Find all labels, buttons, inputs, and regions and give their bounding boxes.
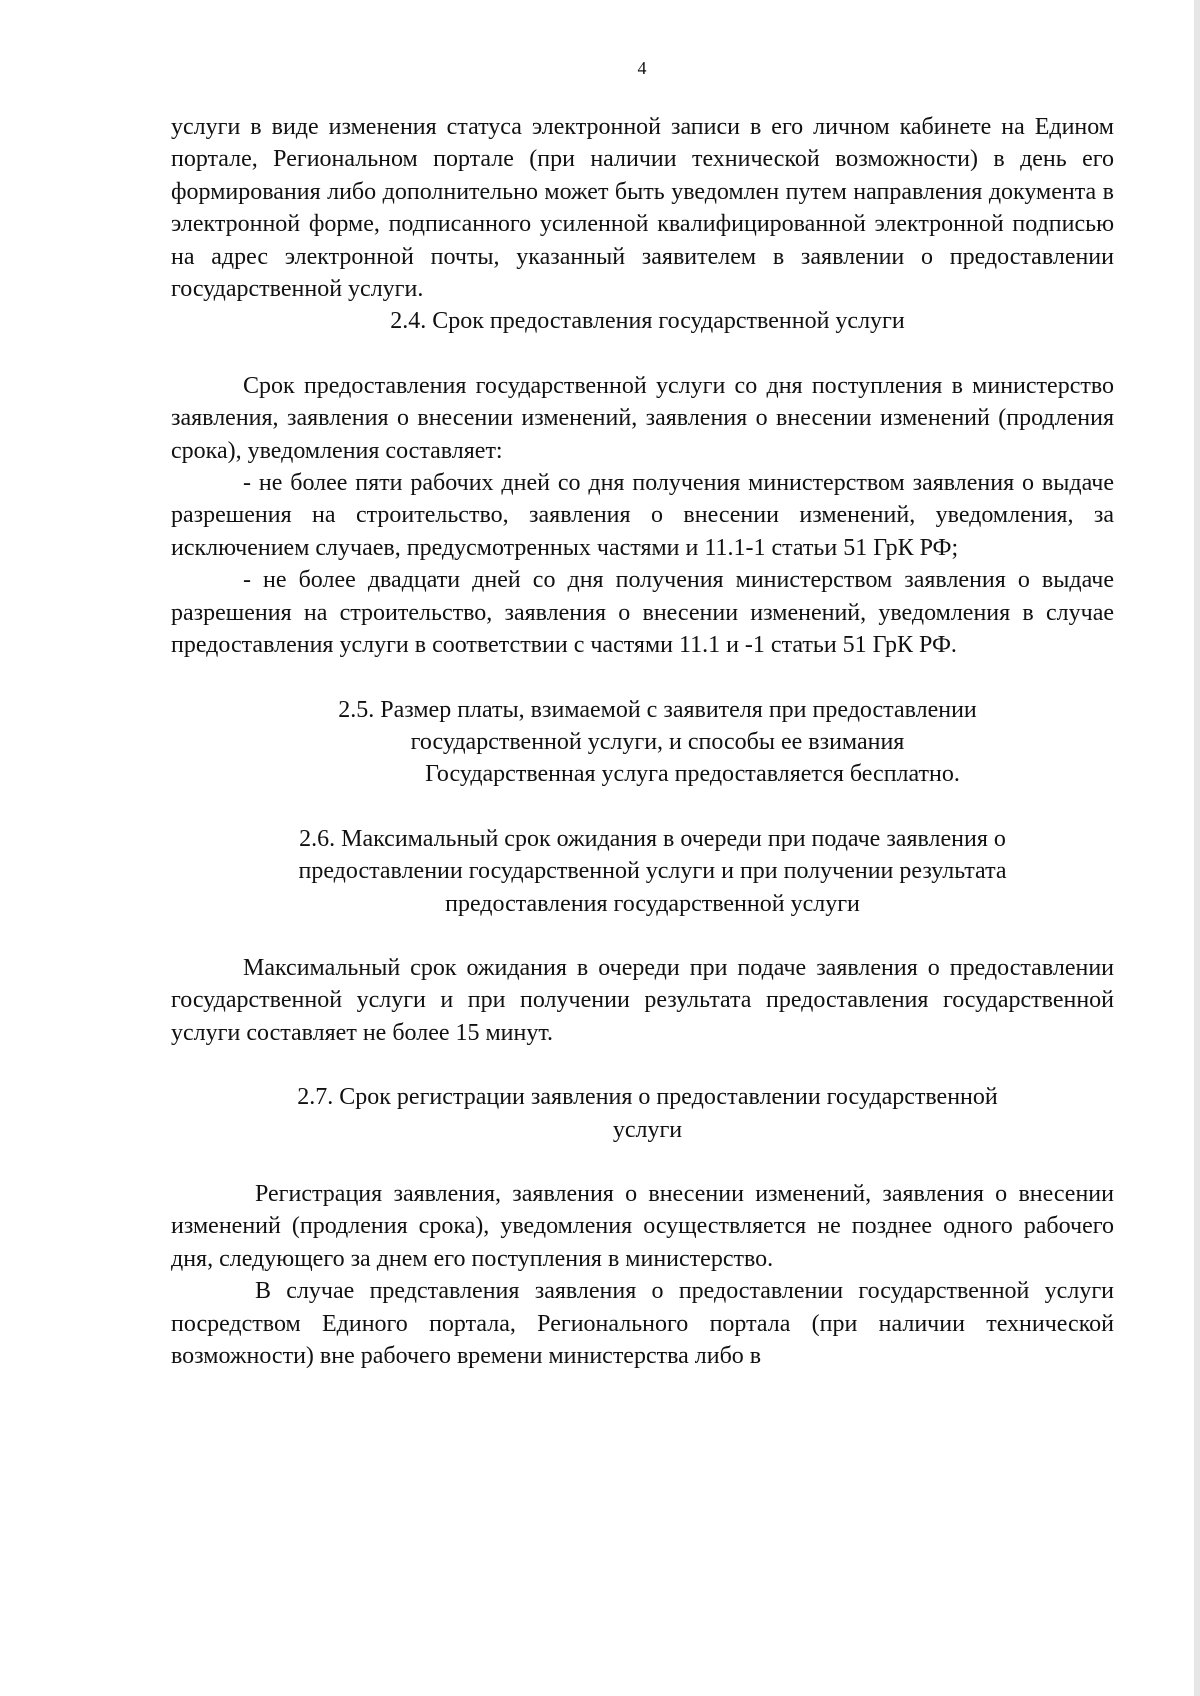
section-2-5-heading — [201, 694, 1114, 759]
section-2-4-paragraph-2: - не более пяти рабочих дней со дня получения министерством заявления о выдаче разрешения на строительство, заявления о внесении изменений, уведомления, за исключением случаев, предусмотренных частями и 11.1-1 статьи 51 ГрК РФ; — [171, 470, 1114, 561]
intro-paragraph: услуги в виде изменения статуса электронной записи в его личном кабинете на Едином портале, Региональном портале (при наличии технической возможности) в день его формирования либо дополнительно может быть уведомлен путем направления документа в электронной форме, подписанного усиленной квалифицированной электронной подписью на адрес электронной почты, указанный заявителем в заявлении о предоставлении государственной услуги. — [171, 114, 1114, 303]
section-2-5-heading-line-1: 2.5. Размер платы, взимаемой с заявителя при предоставлении — [338, 696, 977, 723]
page-edge — [1194, 0, 1200, 1696]
section-2-5-text: Государственная услуга предоставляется бесплатно. — [425, 761, 960, 788]
section-2-5-heading-line-2: государственной услуги, и способы ее взимания — [410, 728, 905, 755]
section-2-6-heading-line-3: предоставления государственной услуги — [445, 890, 860, 917]
section-2-6-heading-line-2: предоставлении государственной услуги и при получении результата — [298, 858, 1007, 885]
section-2-7-paragraph-1: Регистрация заявления, заявления о внесении изменений, заявления о внесении изменений (продления срока), уведомления осуществляется не позднее одного рабочего дня, следующего за днем его поступления в министерство. — [171, 1180, 1114, 1272]
section-2-4-heading: 2.4. Срок предоставления государственной услуги — [390, 308, 905, 335]
section-2-7-heading — [171, 1081, 1114, 1146]
section-2-4-paragraph-1: Срок предоставления государственной услуги со дня поступления в министерство заявления, заявления о внесении изменений, заявления о внесении изменений (продления срока), уведомления составляет: — [171, 372, 1114, 464]
section-2-7-paragraph-2: В случае представления заявления о предоставлении государственной услуги посредством Единого портала, Регионального портала (при наличии технической возможности) вне рабочего времени министерства либо в — [171, 1278, 1114, 1369]
document-body — [171, 111, 1114, 1372]
section-2-4-paragraph-3: - не более двадцати дней со дня получения министерством заявления о выдаче разрешения на строительство, заявления о внесении изменений, уведомления в случае предоставления услуги в соответствии с частями 11.1 и -1 статьи 51 ГрК РФ. — [171, 567, 1114, 659]
section-2-6-heading — [171, 823, 1114, 920]
section-2-6-text: Максимальный срок ожидания в очереди при подаче заявления о предоставлении государственной услуги и при получении результата предоставления государственной услуги составляет не более 15 минут. — [171, 954, 1114, 1046]
page-number: 4 — [637, 58, 647, 78]
section-2-6-heading-line-1: 2.6. Максимальный срок ожидания в очереди при подаче заявления о — [299, 825, 1006, 852]
section-2-7-heading-line-1: 2.7. Срок регистрации заявления о предоставлении государственной — [297, 1084, 998, 1111]
section-2-7-heading-line-2: услуги — [612, 1116, 683, 1143]
